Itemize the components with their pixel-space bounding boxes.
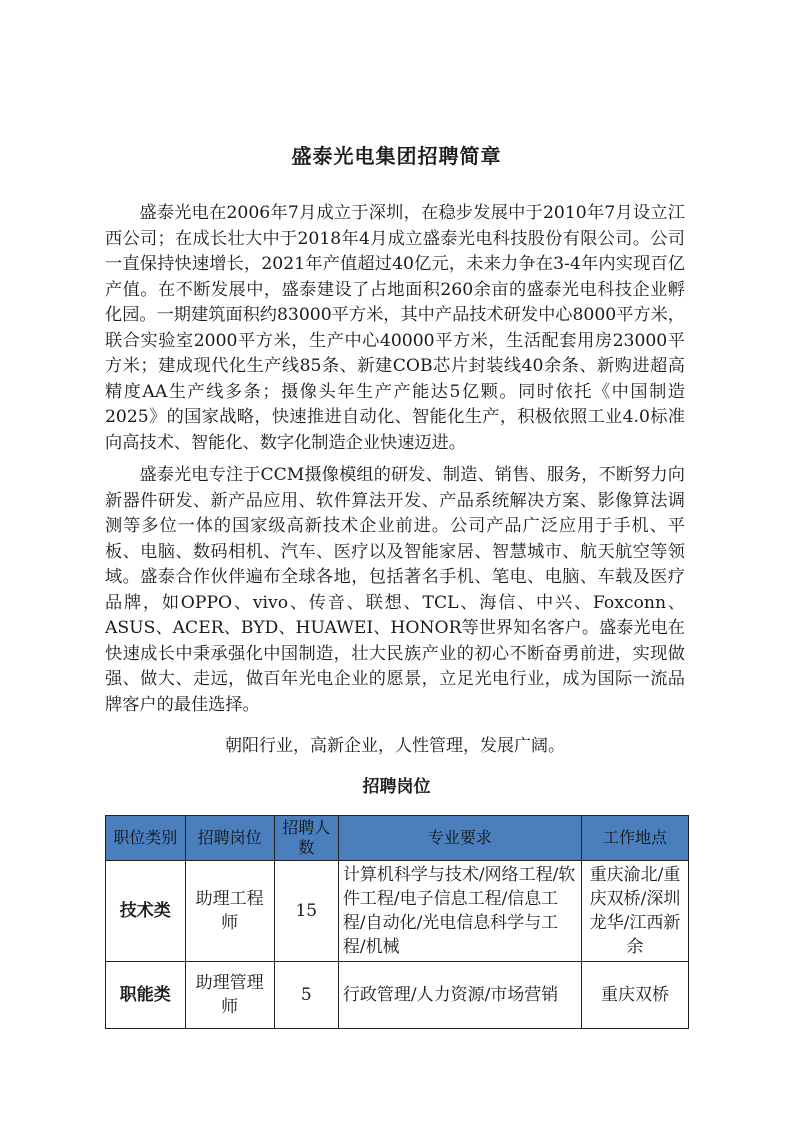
table-row — [106, 861, 689, 962]
intro-paragraph-2: 盛泰光电专注于CCM摄像模组的研发、制造、销售、服务，不断努力向新器件研发、新产品应用、软件算法开发、产品系统解决方案、影像算法调测等多位一体的国家级高新技术企业前进。公司产品广泛应用于手机、平板、电脑、数码相机、汽车、医疗以及智能家居、智慧城市、航天航空等领域。盛泰合作伙伴遍布全球各地，包括著名手机、笔电、电脑、车载及医疗品牌，如OPPO、vivo、传音、联想、TCL、海信、中兴、Foxconn、ASUS、ACER、BYD、HUAWEI、HONOR等世界知名客户。盛泰光电在快速成长中秉承强化中国制造，壮大民族产业的初心不断奋勇前进，实现做强、做大、走远，做百年光电企业的愿景，立足光电行业，成为国际一流品牌客户的最佳选择。 — [105, 465, 685, 715]
cell-requirements: 行政管理/人力资源/市场营销 — [338, 962, 581, 1029]
cell-position: 助理工程师 — [185, 861, 274, 962]
header-requirements: 专业要求 — [338, 816, 581, 861]
cell-count: 15 — [274, 861, 338, 962]
company-slogan: 朝阳行业，高新企业，人性管理，发展广阔。 — [225, 736, 565, 756]
job-positions-table — [105, 815, 689, 1029]
table-row — [106, 962, 689, 1029]
cell-position: 助理管理师 — [185, 962, 274, 1029]
header-location: 工作地点 — [582, 816, 689, 861]
cell-location: 重庆渝北/重庆双桥/深圳龙华/江西新余 — [582, 861, 689, 962]
document-title: 盛泰光电集团招聘简章 — [291, 144, 502, 168]
cell-count: 5 — [274, 962, 338, 1029]
intro-paragraph-1: 盛泰光电在2006年7月成立于深圳，在稳步发展中于2010年7月设立江西公司；在成长壮大中于2018年4月成立盛泰光电科技股份有限公司。公司一直保持快速增长，2021年产值超过40亿元，未来力争在3-4年内实现百亿产值。在不断发展中，盛泰建设了占地面积260余亩的盛泰光电科技企业孵化园。一期建筑面积约83000平方米，其中产品技术研发中心8000平方米，联合实验室2000平方米，生产中心40000平方米，生活配套用房23000平方米；建成现代化生产线85条、新建COB芯片封装线40余条、新购进超高精度AA生产线多条；摄像头年生产产能达5亿颗。同时依托《中国制造2025》的国家战略，快速推进自动化、智能化生产，积极依照工业4.0标准向高技术、智能化、数字化制造企业快速迈进。 — [105, 203, 685, 453]
section-title-positions: 招聘岗位 — [362, 777, 431, 797]
cell-category: 职能类 — [106, 962, 186, 1029]
cell-category: 技术类 — [106, 861, 186, 962]
header-count: 招聘人数 — [274, 816, 338, 861]
header-position: 招聘岗位 — [185, 816, 274, 861]
header-category: 职位类别 — [106, 816, 186, 861]
table-header-row — [106, 816, 689, 861]
cell-location: 重庆双桥 — [582, 962, 689, 1029]
cell-requirements: 计算机科学与技术/网络工程/软件工程/电子信息工程/信息工程/自动化/光电信息科学与工程/机械 — [338, 861, 581, 962]
